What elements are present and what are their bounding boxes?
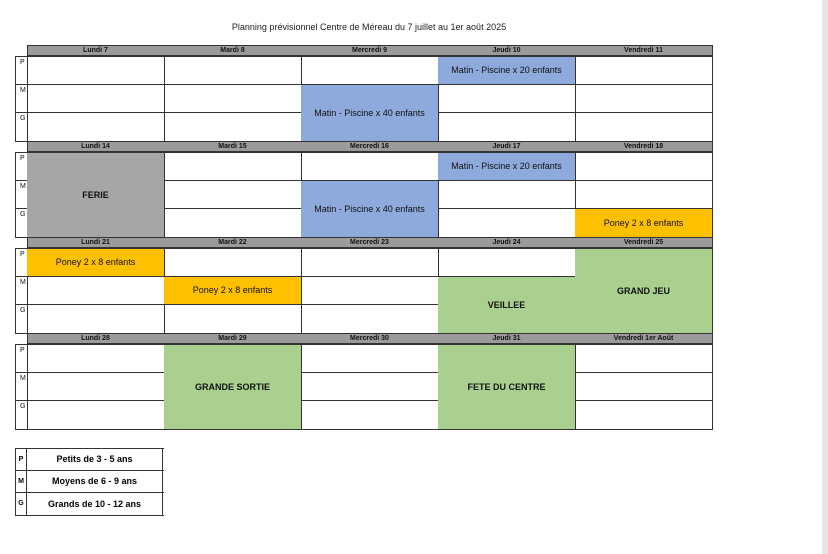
legend-code: P [15,449,27,470]
day-header: Mercredi 9 [351,46,388,54]
group-label: M [15,373,28,402]
day-header: Jeudi 31 [492,334,521,342]
activity-cell [438,56,576,85]
group-label: P [15,152,28,181]
day-header: Jeudi 24 [492,238,521,246]
group-label: P [15,344,28,373]
empty-slot [575,181,713,210]
empty-slot [301,401,439,430]
empty-slot [438,209,576,238]
legend-label: Petits de 3 - 5 ans [27,449,163,470]
group-label: P [15,56,28,85]
day-header: Lundi 28 [81,334,110,342]
empty-slot [164,113,302,142]
day-header: Mercredi 30 [350,334,389,342]
activity-label: GRAND JEU [616,285,670,296]
empty-slot [575,344,713,373]
group-label: P [15,248,28,277]
activity-label: FETE DU CENTRE [467,381,546,392]
empty-slot [301,277,439,306]
group-label: M [15,181,28,210]
empty-slot [301,344,439,373]
empty-slot [164,248,302,277]
empty-slot [301,305,439,334]
activity-cell [301,181,439,238]
day-header: Mardi 15 [218,142,247,150]
empty-slot [301,373,439,402]
activity-cell [575,209,713,238]
day-header: Mercredi 16 [350,142,389,150]
activity-cell [27,248,165,277]
activity-label: Matin - Piscine x 20 enfants [451,65,562,76]
legend-code: G [15,493,27,515]
group-label: G [15,401,28,430]
day-header: Mercredi 23 [350,238,389,246]
empty-slot [575,152,713,181]
day-header: Jeudi 10 [492,46,521,54]
activity-cell [438,152,576,181]
legend-label: Moyens de 6 - 9 ans [27,471,163,493]
empty-slot [575,85,713,114]
activity-cell [164,277,302,306]
empty-slot [164,152,302,181]
legend-row [15,471,164,494]
empty-slot [27,344,165,373]
empty-slot [164,209,302,238]
group-label: M [15,277,28,306]
day-header: Vendredi 1er Août [613,334,674,342]
activity-label: Matin - Piscine x 40 enfants [314,107,425,118]
empty-slot [27,277,165,306]
day-header: Mardi 22 [218,238,247,246]
activity-cell [27,152,165,238]
empty-slot [164,181,302,210]
empty-slot [301,56,439,85]
empty-slot [438,85,576,114]
page-title: Planning prévisionnel Centre de Méreau du 7 juillet au 1er août 2025 [231,22,507,32]
legend-row [15,448,164,471]
empty-slot [27,373,165,402]
empty-slot [27,113,165,142]
empty-slot [575,113,713,142]
activity-label: Matin - Piscine x 40 enfants [314,203,425,214]
day-header: Lundi 14 [81,142,110,150]
day-header: Mardi 29 [218,334,247,342]
activity-cell [438,344,576,430]
empty-slot [164,85,302,114]
day-header: Mardi 8 [220,46,245,54]
activity-cell [438,277,576,334]
empty-slot [27,305,165,334]
group-label: G [15,113,28,142]
activity-label: Poney 2 x 8 enfants [603,217,684,228]
day-header: Lundi 7 [83,46,108,54]
empty-slot [438,181,576,210]
empty-slot [301,248,439,277]
empty-slot [438,248,576,277]
empty-slot [575,56,713,85]
empty-slot [164,305,302,334]
empty-slot [575,373,713,402]
legend-code: M [15,471,27,493]
empty-slot [27,85,165,114]
activity-label: GRANDE SORTIE [194,381,270,392]
activity-label: VEILLEE [487,299,526,310]
empty-slot [301,152,439,181]
day-header: Vendredi 25 [623,238,664,246]
activity-label: Poney 2 x 8 enfants [55,257,136,268]
empty-slot [575,401,713,430]
activity-cell [164,344,302,430]
group-label: G [15,305,28,334]
group-label: G [15,209,28,238]
day-header: Vendredi 11 [624,46,663,54]
day-header: Lundi 21 [81,238,110,246]
activity-label: Poney 2 x 8 enfants [192,285,273,296]
activity-cell [575,248,713,334]
activity-cell [301,85,439,142]
empty-slot [438,113,576,142]
page-edge [822,0,828,554]
day-header: Jeudi 17 [492,142,521,150]
group-label: M [15,85,28,114]
legend-row [15,493,164,516]
legend-label: Grands de 10 - 12 ans [27,493,163,515]
empty-slot [27,56,165,85]
empty-slot [27,401,165,430]
activity-label: FERIE [82,189,109,200]
day-header: Vendredi 18 [623,142,664,150]
activity-label: Matin - Piscine x 20 enfants [451,161,562,172]
empty-slot [164,56,302,85]
